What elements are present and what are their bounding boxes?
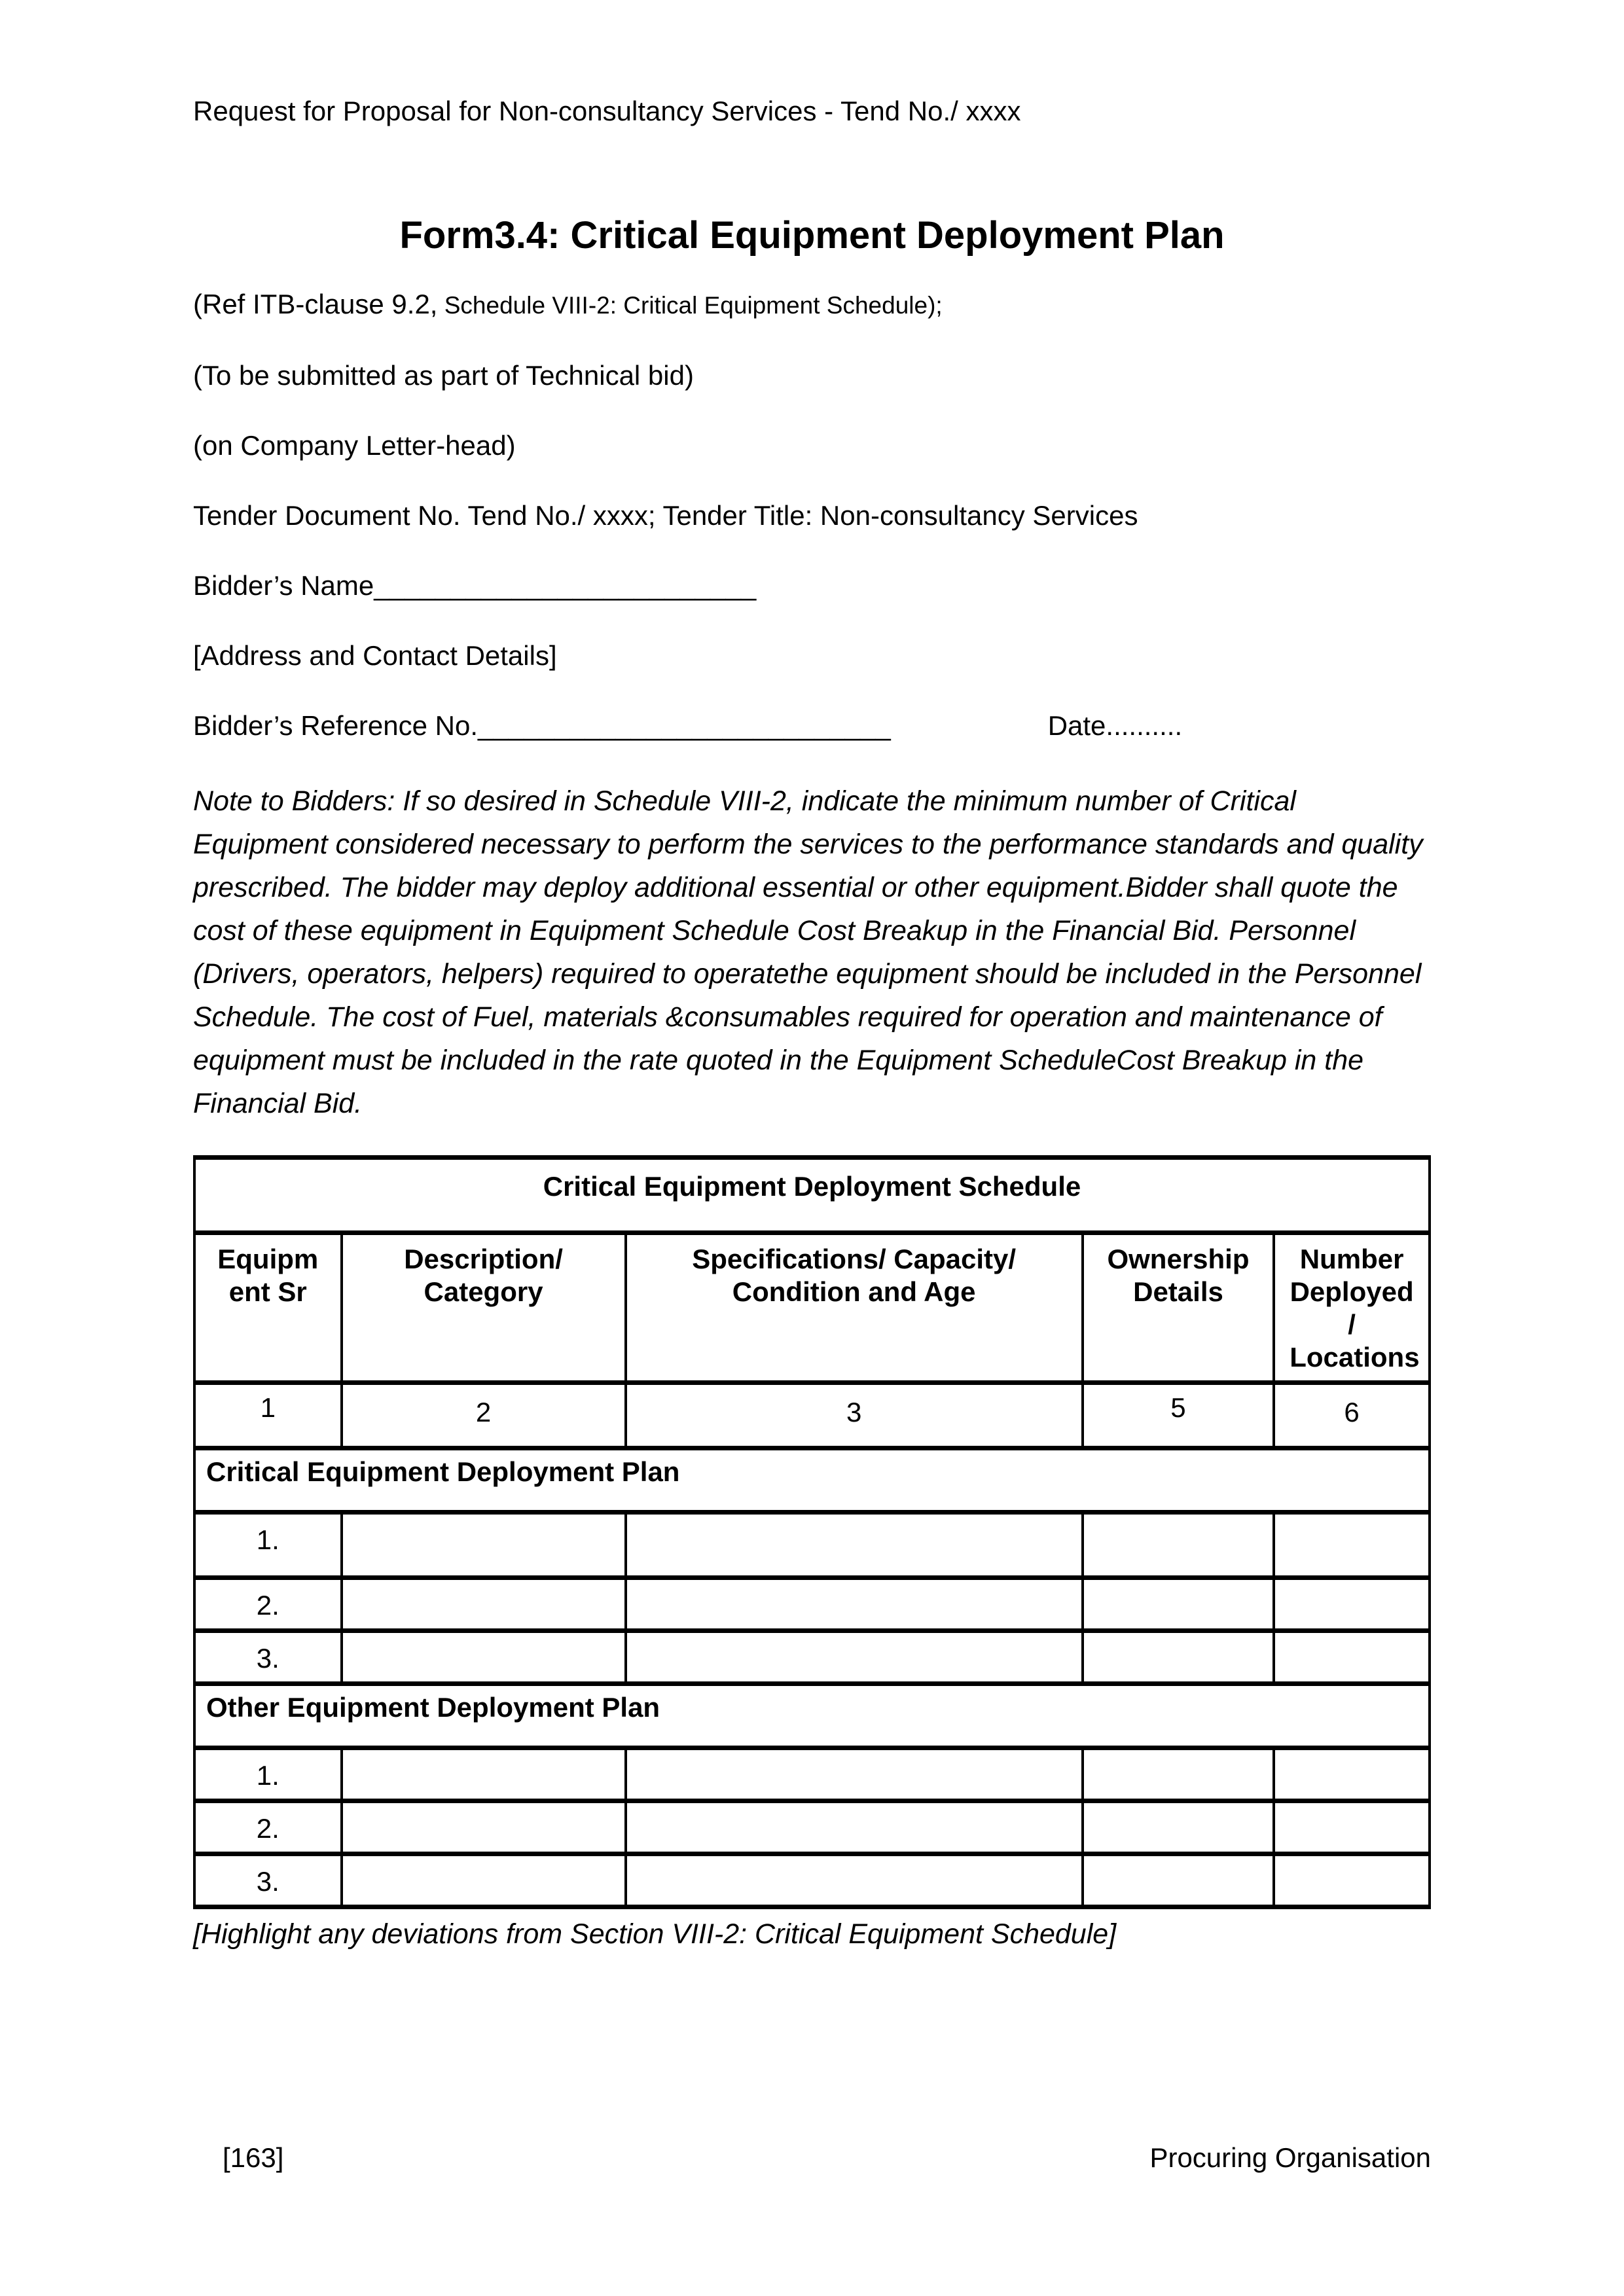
- section-other-plan-title: Other Equipment Deployment Plan: [194, 1684, 1430, 1748]
- ref-clause-schedule: Schedule VIII-2: Critical Equipment Schedule);: [437, 292, 943, 319]
- tender-line: Tender Document No. Tend No./ xxxx; Tender Title: Non-consultancy Services: [193, 500, 1138, 531]
- table-title: Critical Equipment Deployment Schedule: [194, 1158, 1430, 1233]
- section-critical-plan-title: Critical Equipment Deployment Plan: [194, 1448, 1430, 1513]
- empty-cell: [1274, 1578, 1430, 1631]
- empty-cell: [1274, 1513, 1430, 1578]
- empty-cell: [1274, 1854, 1430, 1907]
- row-label: 1.: [194, 1748, 342, 1801]
- note-to-bidders: Note to Bidders: If so desired in Schedule VIII-2, indicate the minimum number of Critical Equipment considered necessary to perform the services to the performance standards and quality prescribed. The bidder may deploy additional essential or other equipment.Bidder shall quote the cost of these equipment in Equipment Schedule Cost Breakup in the Financial Bid. Personnel (Drivers, operators, helpers) required to operatethe equipment should be included in the Personnel Schedule. The cost of Fuel, materials &consumables required for operation and maintenance of equipment must be included in the rate quoted in the Equipment ScheduleCost Breakup in the Financial Bid.: [193, 785, 1423, 1119]
- empty-cell: [1083, 1801, 1274, 1854]
- column-number-2: 2: [342, 1383, 626, 1448]
- table-row: [194, 1631, 1430, 1684]
- empty-cell: [1083, 1631, 1274, 1684]
- critical-equipment-table: [193, 1155, 1431, 1909]
- empty-cell: [1274, 1801, 1430, 1854]
- column-number-6: 6: [1274, 1383, 1430, 1448]
- empty-cell: [1274, 1748, 1430, 1801]
- date-label: Date..........: [1047, 710, 1183, 741]
- footer-organisation: Procuring Organisation: [1149, 2142, 1431, 2173]
- ref-clause-line: [193, 288, 1431, 322]
- empty-cell: [1083, 1854, 1274, 1907]
- header-equipment-sr: Equipment Sr: [194, 1233, 342, 1383]
- form-title: Form3.4: Critical Equipment Deployment Plan: [399, 214, 1225, 257]
- bidder-name-blank: _________________________: [374, 570, 757, 601]
- empty-cell: [626, 1748, 1083, 1801]
- empty-cell: [342, 1801, 626, 1854]
- header-number-deployed: Number Deployed / Locations: [1274, 1233, 1430, 1383]
- bidder-name-line: [193, 569, 1431, 602]
- deviation-note: [Highlight any deviations from Section VIII-2: Critical Equipment Schedule]: [193, 1918, 1117, 1950]
- empty-cell: [342, 1578, 626, 1631]
- running-header: Request for Proposal for Non-consultancy Services - Tend No./ xxxx: [193, 96, 1021, 126]
- header-ownership-details: Ownership Details: [1083, 1233, 1274, 1383]
- empty-cell: [1083, 1513, 1274, 1578]
- empty-cell: [342, 1854, 626, 1907]
- empty-cell: [626, 1578, 1083, 1631]
- reference-blank: ___________________________: [478, 710, 891, 741]
- row-label: 2.: [194, 1801, 342, 1854]
- reference-line: [193, 709, 1431, 742]
- column-number-1: 1: [194, 1383, 342, 1448]
- page-number: [163]: [223, 2142, 284, 2173]
- empty-cell: [342, 1513, 626, 1578]
- empty-cell: [626, 1854, 1083, 1907]
- bidder-name-label: Bidder’s Name: [193, 570, 374, 601]
- address-line: [Address and Contact Details]: [193, 640, 557, 671]
- column-number-5: 5: [1083, 1383, 1274, 1448]
- empty-cell: [1083, 1578, 1274, 1631]
- empty-cell: [626, 1631, 1083, 1684]
- empty-cell: [342, 1631, 626, 1684]
- submission-note: (To be submitted as part of Technical bid): [193, 360, 694, 391]
- section-other-plan-row: [194, 1684, 1430, 1748]
- table-header-row: [194, 1233, 1430, 1383]
- reference-label: Bidder’s Reference No.: [193, 710, 478, 741]
- table-row: [194, 1748, 1430, 1801]
- row-label: 1.: [194, 1513, 342, 1578]
- letterhead-note: (on Company Letter-head): [193, 430, 516, 461]
- table-title-row: [194, 1158, 1430, 1233]
- header-description-category: Description/ Category: [342, 1233, 626, 1383]
- page-content: [193, 95, 1431, 1952]
- table-row: [194, 1854, 1430, 1907]
- empty-cell: [1274, 1631, 1430, 1684]
- table-row: [194, 1513, 1430, 1578]
- column-number-row: [194, 1383, 1430, 1448]
- row-label: 3.: [194, 1854, 342, 1907]
- empty-cell: [626, 1801, 1083, 1854]
- row-label: 2.: [194, 1578, 342, 1631]
- table-row: [194, 1578, 1430, 1631]
- page-footer: [193, 2142, 1431, 2174]
- empty-cell: [342, 1748, 626, 1801]
- section-critical-plan-row: [194, 1448, 1430, 1513]
- header-specifications: Specifications/ Capacity/ Condition and Age: [626, 1233, 1083, 1383]
- table-row: [194, 1801, 1430, 1854]
- empty-cell: [626, 1513, 1083, 1578]
- ref-clause-lead: (Ref ITB-clause 9.2,: [193, 289, 438, 319]
- empty-cell: [1083, 1748, 1274, 1801]
- row-label: 3.: [194, 1631, 342, 1684]
- column-number-3: 3: [626, 1383, 1083, 1448]
